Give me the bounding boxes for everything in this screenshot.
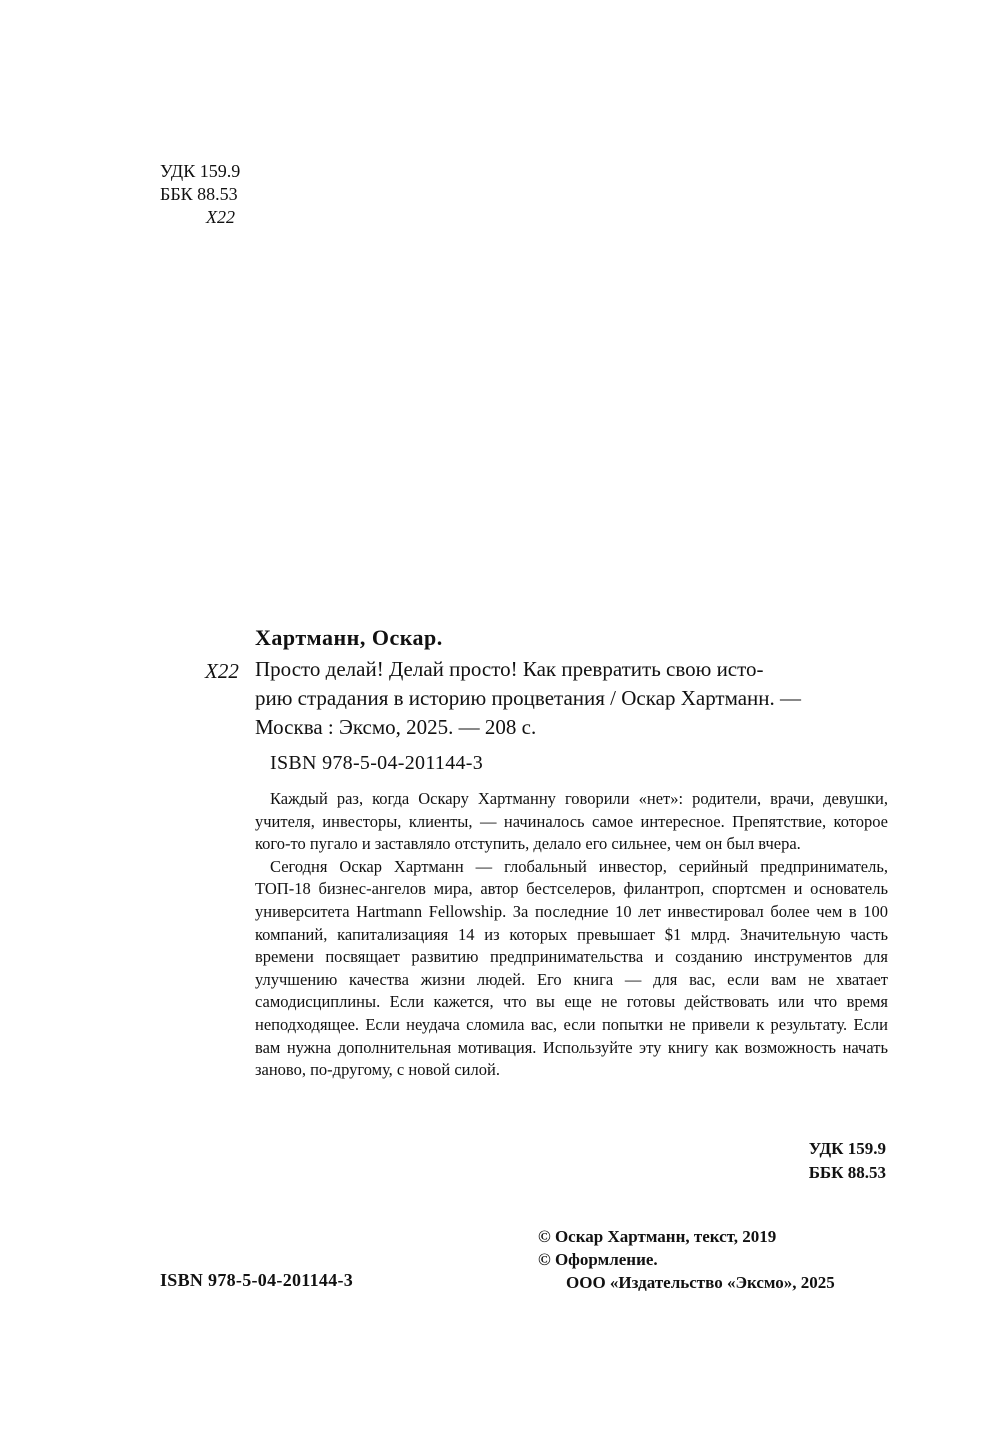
copyright-line: ООО «Издательство «Эксмо», 2025	[566, 1273, 835, 1292]
bottom-classification-codes	[809, 1137, 886, 1185]
title-line: Москва : Эксмо, 2025. — 208 с.	[255, 715, 537, 739]
top-classification-codes	[160, 160, 240, 229]
annotation-paragraph: Каждый раз, когда Оскару Хартманну говорили «нет»: родители, врачи, девушки, учителя, инвесторы, клиенты, — начиналось самое интересное. Препятствие, которое кого-то пугало и заставляло отступить, делало его сильнее, чем он был вчера.	[255, 789, 888, 854]
title-line: Просто делай! Делай просто! Как превратить свою исто-	[255, 657, 764, 681]
bbk-code: ББК 88.53	[160, 184, 238, 204]
author-heading: Хартманн, Оскар.	[255, 625, 443, 650]
author-mark: Х22	[206, 207, 235, 227]
bbk-code-bottom: ББК 88.53	[808, 1163, 886, 1182]
annotation	[255, 788, 888, 1082]
copyright-line: © Оскар Хартманн, текст, 2019	[538, 1227, 777, 1246]
author-mark-record: Х22	[205, 659, 239, 683]
udk-code-bottom: УДК 159.9	[808, 1139, 886, 1158]
isbn-record: ISBN 978-5-04-201144-3	[270, 752, 484, 774]
title-description	[255, 655, 888, 742]
annotation-paragraph: Сегодня Оскар Хартманн — глобальный инвестор, серийный предприниматель, ТОП-18 бизнес-ангелов мира, автор бестселеров, филантроп, спортсмен и основатель университета Hartmann Fellowship. За последние 10 лет инвестировал более чем в 100 компаний, капитализацияя 14 из которых превышает $1 млрд. Значительную часть времени посвящает развитию предпринимательства и созданию инструментов для улучшению качества жизни людей. Его книга — для вас, если вам не хватает самодисциплины. Если кажется, что вы еще не готовы действовать или что время неподходящее. Если неудача сломила вас, если попытки не привели к результату. Если вам нужна дополнительная мотивация. Используйте эту книгу как возможность начать заново, по-другому, с новой силой.	[255, 856, 888, 1080]
isbn-footer: ISBN 978-5-04-201144-3	[160, 1270, 354, 1290]
copyright-line: © Оформление.	[538, 1250, 658, 1269]
copyright-block	[538, 1225, 835, 1294]
title-line: рию страдания в историю процветания / Оскар Хартманн. —	[255, 686, 802, 710]
udk-code: УДК 159.9	[160, 161, 241, 181]
